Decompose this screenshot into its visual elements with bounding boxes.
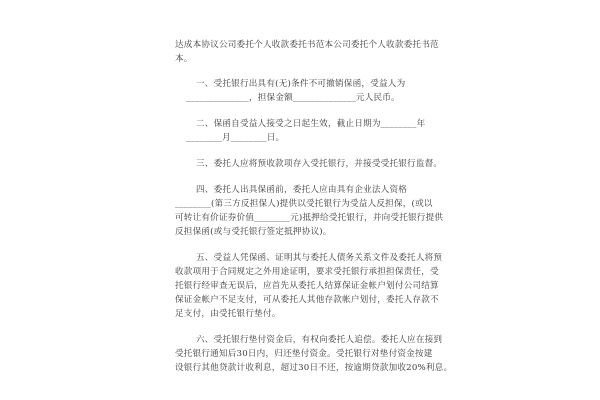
- paragraph-6-line: 受托银行通知后30日内，归还垫付资金。受托银行对垫付资金按建: [175, 349, 433, 359]
- paragraph-5-line: 保证金帐户不足支付，可从委托人其他存款帐户划付，委托人存款不: [175, 295, 439, 305]
- paragraph-2-line: ________月________日。: [186, 133, 285, 143]
- paragraph-4-line: 四、委托人出具保函前，委托人应由具有企业法人资格: [196, 185, 408, 195]
- paragraph-6-line: 设银行其他贷款计收利息，超过30日不还，按逾期贷款加收20%利息。: [175, 363, 453, 373]
- paragraph-4-line: ________(第三方反担保人)提供以受托银行为受益人反担保，(或以: [175, 199, 433, 209]
- paragraph-3-line: 三、委托人应将预收款项存入受托银行，并接受受托银行监督。: [196, 159, 443, 169]
- text-line: 达成本协议公司委托个人收款委托书范本公司委托个人收款委托书范: [175, 40, 439, 50]
- paragraph-5-line: 五、受益人凭保函、证明其与委托人债务关系文件及委托人将预: [196, 253, 443, 263]
- paragraph-4-line: 可转让有价证券价值________元)抵押给受托银行，并向受托银行提供: [175, 213, 444, 223]
- paragraph-5-line: 足支付，由受托银行垫付。: [175, 309, 281, 319]
- paragraph-4-line: 反担保函(或与受托银行签定抵押协议)。: [175, 227, 332, 237]
- paragraph-1-line: ______________，担保金额______________元人民币。: [186, 93, 400, 103]
- text-line: 本。: [175, 54, 193, 64]
- paragraph-5-line: 托银行经审查无误后，应首先从委托人结算保证金帐户划付公司结算: [175, 281, 439, 291]
- paragraph-1-line: 一、受托银行出具有(无)条件不可撤销保函，受益人为: [196, 79, 406, 89]
- paragraph-6-line: 六、受托银行垫付资金后，有权向委托人追偿。委托人应在接到: [196, 335, 443, 345]
- paragraph-2-line: 二、保函自受益人接受之日起生效，截止日期为________年: [196, 119, 426, 129]
- paragraph-5-line: 收款项用于合同规定之外用途证明，要求受托银行承担担保责任，受: [175, 267, 439, 277]
